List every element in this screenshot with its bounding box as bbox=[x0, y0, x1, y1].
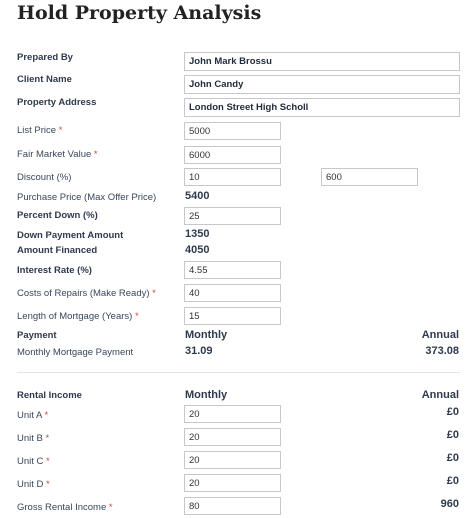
required-marker: * bbox=[58, 125, 63, 136]
unit-b-input[interactable]: 20 bbox=[184, 428, 281, 446]
rental-income-label: Rental Income bbox=[17, 390, 82, 401]
required-marker: * bbox=[93, 149, 98, 160]
property-address-input[interactable]: London Street High Scholl bbox=[184, 98, 460, 117]
payment-annual-header: Annual bbox=[421, 329, 459, 341]
interest-rate-input[interactable]: 4.55 bbox=[184, 261, 281, 279]
list-price-input[interactable]: 5000 bbox=[184, 122, 281, 140]
unit-b-label: Unit B * bbox=[17, 433, 50, 444]
unit-a-annual: £0 bbox=[446, 406, 459, 418]
percent-down-input[interactable]: 25 bbox=[184, 207, 281, 225]
discount-label: Discount (%) bbox=[17, 172, 72, 183]
gross-rental-income-input[interactable]: 80 bbox=[184, 497, 281, 515]
fair-market-value-input[interactable]: 6000 bbox=[184, 146, 281, 164]
fair-market-value-label: Fair Market Value * bbox=[17, 149, 98, 160]
discount-amount-input[interactable]: 600 bbox=[321, 168, 418, 186]
payment-label: Payment bbox=[17, 330, 57, 341]
gross-rental-income-annual: 960 bbox=[440, 498, 459, 510]
required-marker: * bbox=[46, 479, 50, 490]
property-address-label: Property Address bbox=[17, 97, 97, 108]
down-payment-amount-label: Down Payment Amount bbox=[17, 230, 124, 241]
unit-a-input[interactable]: 20 bbox=[184, 405, 281, 423]
interest-rate-label: Interest Rate (%) bbox=[17, 265, 92, 276]
prepared-by-input[interactable]: John Mark Brossu bbox=[184, 52, 460, 71]
monthly-mortgage-payment-annual: 373.08 bbox=[425, 345, 459, 357]
section-divider bbox=[17, 372, 460, 373]
amount-financed-value: 4050 bbox=[185, 244, 210, 256]
unit-b-annual: £0 bbox=[446, 429, 459, 441]
unit-d-label: Unit D * bbox=[17, 479, 50, 490]
down-payment-amount-value: 1350 bbox=[185, 228, 210, 240]
list-price-label: List Price * bbox=[17, 125, 63, 136]
discount-percent-input[interactable]: 10 bbox=[184, 168, 281, 186]
page-title: Hold Property Analysis bbox=[17, 2, 262, 24]
length-of-mortgage-label: Length of Mortgage (Years) * bbox=[17, 311, 139, 322]
unit-d-input[interactable]: 20 bbox=[184, 474, 281, 492]
client-name-input[interactable]: John Candy bbox=[184, 75, 460, 94]
required-marker: * bbox=[44, 410, 49, 421]
costs-of-repairs-label: Costs of Repairs (Make Ready) * bbox=[17, 288, 156, 299]
unit-c-annual: £0 bbox=[446, 452, 459, 464]
monthly-mortgage-payment-label: Monthly Mortgage Payment bbox=[17, 347, 134, 358]
rental-annual-header: Annual bbox=[421, 389, 459, 401]
unit-d-annual: £0 bbox=[446, 475, 459, 487]
costs-of-repairs-input[interactable]: 40 bbox=[184, 284, 281, 302]
rental-monthly-header: Monthly bbox=[185, 389, 228, 401]
unit-c-input[interactable]: 20 bbox=[184, 451, 281, 469]
purchase-price-value: 5400 bbox=[185, 190, 210, 202]
length-of-mortgage-input[interactable]: 15 bbox=[184, 307, 281, 325]
purchase-price-label: Purchase Price (Max Offer Price) bbox=[17, 192, 157, 203]
unit-a-label: Unit A * bbox=[17, 410, 49, 421]
gross-rental-income-label: Gross Rental Income * bbox=[17, 502, 113, 513]
unit-c-label: Unit C * bbox=[17, 456, 50, 467]
required-marker: * bbox=[108, 502, 113, 513]
required-marker: * bbox=[134, 311, 139, 322]
required-marker: * bbox=[46, 456, 50, 467]
client-name-label: Client Name bbox=[17, 74, 72, 85]
percent-down-label: Percent Down (%) bbox=[17, 210, 98, 221]
monthly-mortgage-payment-monthly: 31.09 bbox=[185, 345, 213, 357]
amount-financed-label: Amount Financed bbox=[17, 245, 98, 256]
required-marker: * bbox=[152, 288, 156, 299]
required-marker: * bbox=[45, 433, 50, 444]
prepared-by-label: Prepared By bbox=[17, 52, 73, 63]
payment-monthly-header: Monthly bbox=[185, 329, 228, 341]
